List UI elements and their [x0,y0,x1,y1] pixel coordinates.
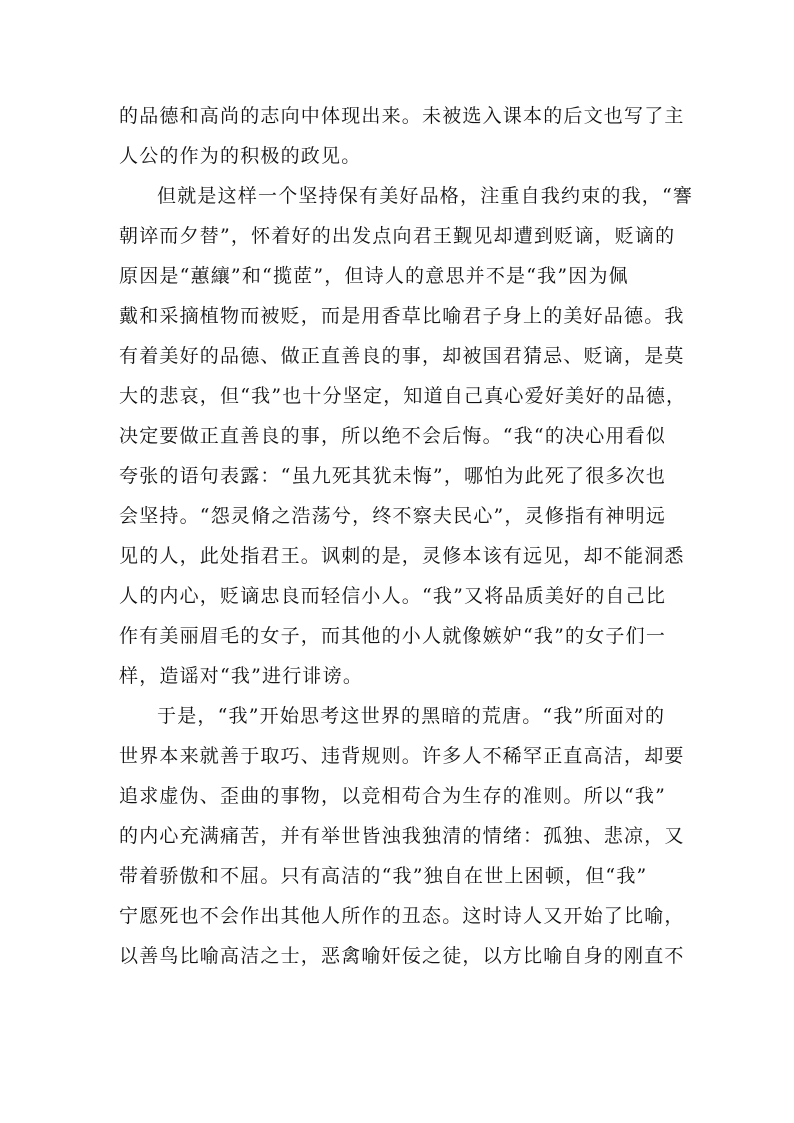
text-line: 有着美好的品德、做正直善良的事，却被国君猜忌、贬谪，是莫 [119,345,685,367]
text-line: 的品德和高尚的志向中体现出来。未被选入课本的后文也写了主 [119,105,685,127]
text-line: 的内心充满痛苦，并有举世皆浊我独清的情绪：孤独、悲凉，又 [119,825,685,847]
text-line: 见的人，此处指君王。讽刺的是，灵修本该有远见，却不能洞悉 [119,545,685,567]
paragraph-start-line: 但就是这样一个坚持保有美好品格，注重自我约束的我，“謇 [157,185,694,207]
text-line: 以善鸟比喻高洁之士，恶禽喻奸佞之徒，以方比喻自身的刚直不 [119,945,685,967]
paragraph-start-line: 于是，“我”开始思考这世界的黑暗的荒唐。“我”所面对的 [157,705,666,727]
text-line: 决定要做正直善良的事，所以绝不会后悔。“我“的决心用看似 [119,425,667,447]
text-line: 带着骄傲和不屈。只有高洁的“我”独自在世上困顿，但“我” [119,865,648,887]
text-line: 世界本来就善于取巧、违背规则。许多人不稀罕正直高洁，却要 [119,745,685,767]
text-line: 夸张的语句表露：“虽九死其犹未悔”，哪怕为此死了很多次也 [119,465,667,487]
text-line: 人的内心，贬谪忠良而轻信小人。“我”又将品质美好的自己比 [119,585,667,607]
text-line: 大的悲哀，但“我”也十分坚定，知道自己真心爱好美好的品德， [119,385,687,407]
text-line: 朝谇而夕替”，怀着好的出发点向君王觐见却遭到贬谪，贬谪的 [119,225,676,247]
text-line: 戴和采摘植物而被贬，而是用香草比喻君子身上的美好品德。我 [119,305,685,327]
body-text [119,96,694,976]
text-line: 人公的作为的积极的政见。 [119,145,362,167]
text-line: 宁愿死也不会作出其他人所作的丑态。这时诗人又开始了比喻， [119,905,685,927]
text-line: 会坚持。“怨灵脩之浩荡兮，终不察夫民心”，灵修指有神明远 [119,505,667,527]
text-line: 样，造谣对“我”进行诽谤。 [119,665,364,687]
text-line: 作有美丽眉毛的女子，而其他的小人就像嫉妒“我”的女子们一 [119,625,667,647]
text-line: 原因是“蕙纕”和“揽茝”，但诗人的意思并不是“我”因为佩 [119,265,629,287]
text-line: 追求虚伪、歪曲的事物，以竞相苟合为生存的准则。所以“我” [119,785,667,807]
